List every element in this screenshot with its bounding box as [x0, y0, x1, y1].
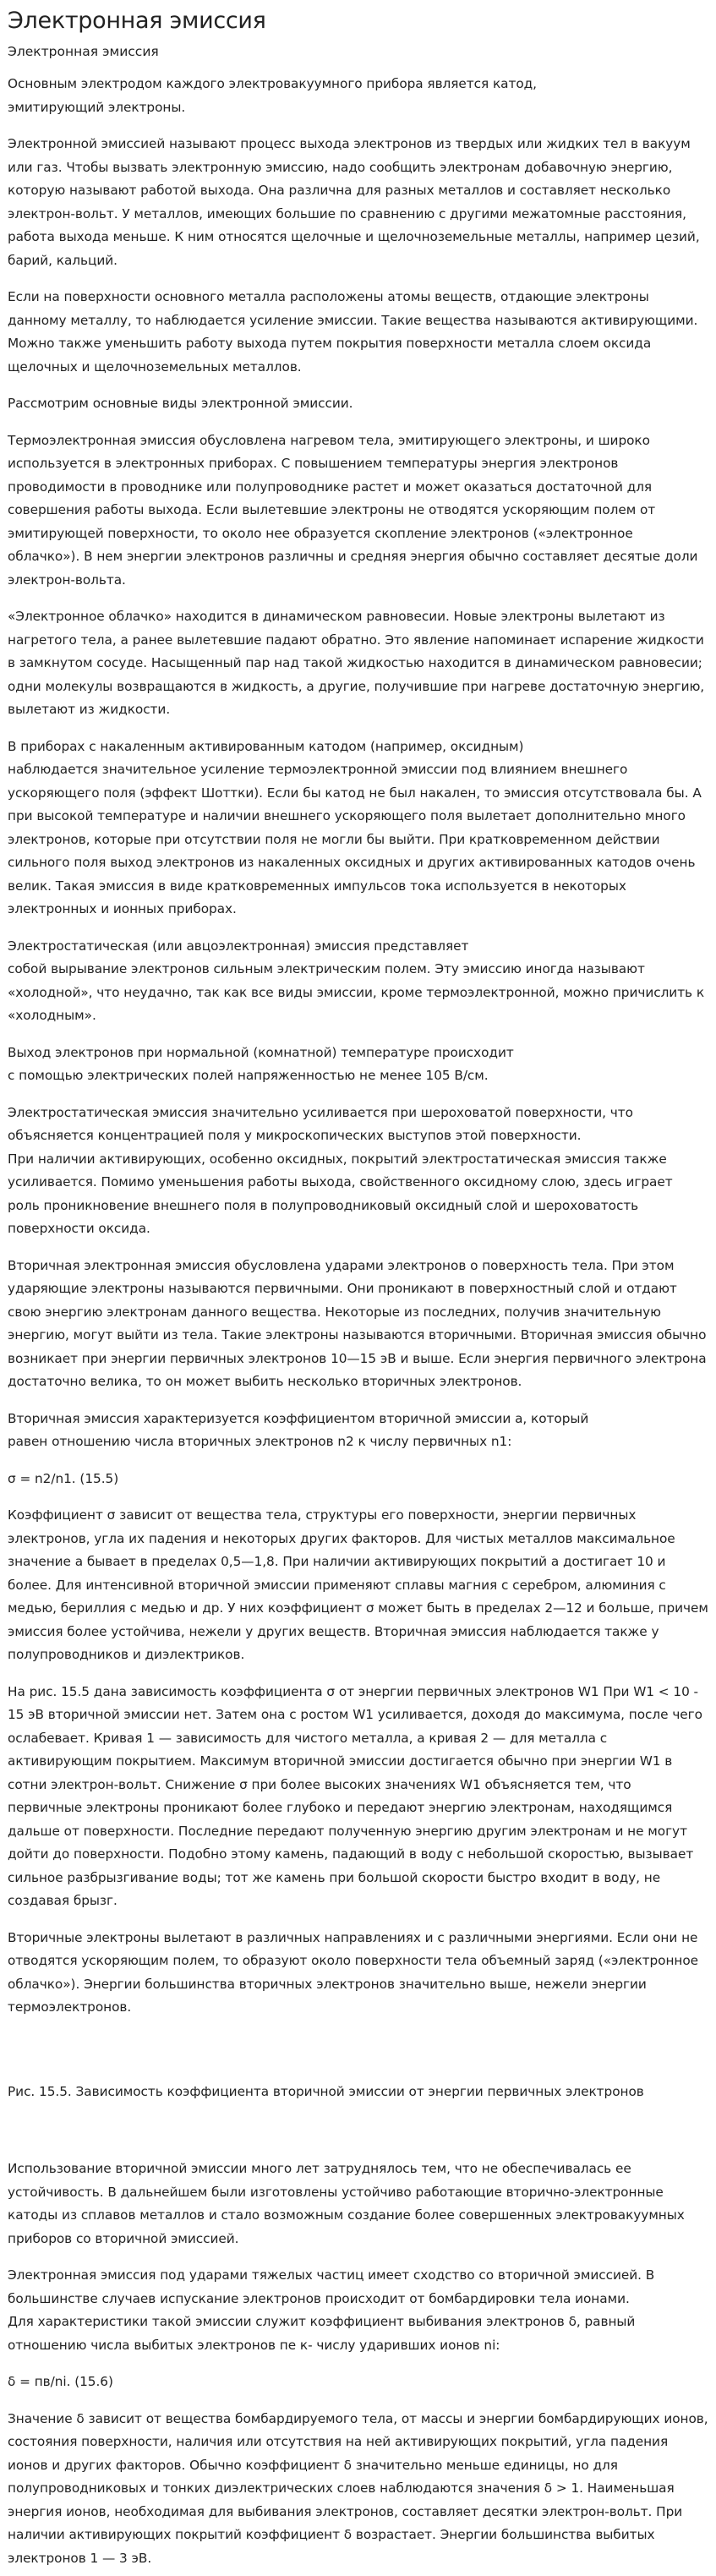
formula-15-5: σ = n2/n1. (15.5) — [8, 1470, 119, 1486]
paragraph-schottky: В приборах с накаленным активированным катодом (например, оксидным) наблюдается значительное усиление термоэлектронной эмиссии под влиянием внешнего ускоряющего поля (эффект Шоттки). Если бы катод не был накален, то эмиссия отсутствовала бы. А при высокой температуре и наличии внешнего ускоряющего поля вылетает дополнительно много электронов, которые при отсутствии поля не могли бы выйти. При кратковременном действии сильного поля выход электронов из накаленных оксидных и других активированных катодов очень велик. Такая эмиссия в виде кратковременных импульсов тока используется в некоторых электронных и ионных приборах. — [8, 738, 702, 916]
article-subtitle: Электронная эмиссия — [8, 44, 159, 59]
paragraph-cathode: Основным электродом каждого электровакуумного прибора является катод, эмитирующий электроны. — [8, 76, 537, 115]
paragraph-figure-description: На рис. 15.5 дана зависимость коэффициента σ от энергии первичных электронов W1 При W1 < 10 - 15 эВ вторичной эмиссии нет. Затем она с ростом W1 усиливается, доходя до максимума, после чего ослабевает. Кривая 1 — зависимость для чистого металла, а кривая 2 — для металла с активирующим покрытием. Максимум вторичной эмиссии достигается обычно при энергии W1 в сотни электрон-вольт. Снижение σ при более высоких значениях W1 объясняется тем, что первичные электроны проникают более глубоко и передают энергию электронам, находящимся дальше от поверхности. Последние передают полученную энергию другим электронам и не могут дойти до поверхности. Подобно этому камень, падающий в воду с небольшой скоростью, вызывает сильное разбрызгивание воды; тот же камень при большой скорости быстро входит в воду, не создавая брызг. — [8, 1683, 702, 1908]
figure-caption: Рис. 15.5. Зависимость коэффициента вторичной эмиссии от энергии первичных электронов — [8, 2083, 644, 2099]
paragraph-delta-factors: Значение δ зависит от вещества бомбардируемого тела, от массы и энергии бомбардирующих ионов, состояния поверхности, наличия или отсутствия на ней активирующих покрытий, угла падения ионов и других факторов. Обычно коэффициент δ значительно меньше единицы, но для полупроводниковых и тонких диэлектрических слоев наблюдаются значения δ > 1. Наименьшая энергия ионов, необходимая для выбивания электронов, составляет десятки электрон-вольт. При наличии активирующих покрытий коэффициент δ возрастает. Энергии большинства выбитых электронов 1 — 3 эВ. — [8, 2410, 708, 2566]
paragraph-roughness: Электростатическая эмиссия значительно усиливается при шероховатой поверхности, что объясняется концентрацией поля у микроскопических выступов этой поверхности. При наличии активирующих, особенно оксидных, покрытий электростатическая эмиссия также усиливается. Помимо уменьшения работы выхода, свойственного оксидному слою, здесь играет роль проникновение внешнего поля в полупроводниковый оксидный слой и шероховатость поверхности оксида. — [8, 1104, 673, 1236]
page-title: Электронная эмиссия — [8, 8, 266, 34]
paragraph-types-intro: Рассмотрим основные виды электронной эмиссии. — [8, 396, 353, 411]
paragraph-activating: Если на поверхности основного металла расположены атомы веществ, отдающие электроны данному металлу, то наблюдается усиление эмиссии. Такие вещества называются активирующими. Можно также уменьшить работу выхода путем покрытия поверхности металла слоем оксида щелочных и щелочноземельных металлов. — [8, 289, 698, 375]
paragraph-field-strength: Выход электронов при нормальной (комнатной) температуре происходит с помощью электрических полей напряженностью не менее 105 В/см. — [8, 1044, 514, 1083]
paragraph-secondary-coefficient: Вторичная эмиссия характеризуется коэффициентом вторичной эмиссии а, который равен отношению числа вторичных электронов n2 к числу первичных n1: — [8, 1410, 589, 1449]
paragraph-usage: Использование вторичной эмиссии много лет затруднялось тем, что не обеспечивалась ее устойчивость. В дальнейшем были изготовлены устойчиво работающие вторично-электронные катоды из сплавов металлов и стало возможным создание более совершенных электровакуумных приборов со вторичной эмиссией. — [8, 2161, 685, 2246]
paragraph-ion-bombardment: Электронная эмиссия под ударами тяжелых частиц имеет сходство со вторичной эмиссией. В большинстве случаев испускание электронов происходит от бомбардировки тела ионами. Для характеристики такой эмиссии служит коэффициент выбивания электронов δ, равный отношению числа выбитых электронов пе к- числу ударивших ионов ni: — [8, 2267, 655, 2353]
formula-15-6: δ = пв/ni. (15.6) — [8, 2374, 113, 2389]
paragraph-field-emission: Электростатическая (или авцоэлектронная) эмиссия представляет собой вырывание электронов сильным электрическим полем. Эту эмиссию иногда называют «холодной», что неудачно, так как все виды эмиссии, кроме термоэлектронной, можно причислить к «холодным». — [8, 938, 705, 1023]
paragraph-secondary-emission: Вторичная электронная эмиссия обусловлена ударами электронов о поверхность тела. При этом ударяющие электроны называются первичными. Они проникают в поверхностный слой и отдают свою энергию электронам данного вещества. Некоторые из последних, получив значительную энергию, могут выйти из тела. Такие электроны называются вторичными. Вторичная эмиссия обычно возникает при энергии первичных электронов 10—15 эВ и выше. Если энергия первичного электрона достаточно велика, то он может выбить несколько вторичных электронов. — [8, 1257, 707, 1389]
paragraph-electron-cloud: «Электронное облачко» находится в динамическом равновесии. Новые электроны вылетают из нагретого тела, а ранее вылетевшие падают обратно. Это явление напоминает испарение жидкости в замкнутом сосуде. Насыщенный пар над такой жидкостью находится в динамическом равновесии; одни молекулы возвращаются в жидкость, а другие, получившие при нагреве достаточную энергию, вылетают из жидкости. — [8, 609, 705, 717]
paragraph-coefficient-factors: Коэффициент σ зависит от вещества тела, структуры его поверхности, энергии первичных электронов, угла их падения и некоторых других факторов. Для чистых металлов максимальное значение а бывает в пределах 0,5—1,8. При наличии активирующих покрытий а достигает 10 и более. Для интенсивной вторичной эмиссии применяют сплавы магния с серебром, алюминия с медью, бериллия с медью и др. У них коэффициент σ может быть в пределах 2—12 и больше, причем эмиссия более устойчива, нежели у других веществ. Вторичная эмиссия наблюдается также у полупроводников и диэлектриков. — [8, 1507, 708, 1662]
paragraph-definition: Электронной эмиссией называют процесс выхода электронов из твердых или жидких тел в вакуум или газ. Чтобы вызвать электронную эмиссию, надо сообщить электронам добавочную энергию, которую называют работой выхода. Она различна для разных металлов и составляет несколько электрон-вольт. У металлов, имеющих большие по сравнению с другими межатомные расстояния, работа выхода меньше. К ним относятся щелочные и щелочноземельные металлы, например цезий, барий, кальций. — [8, 136, 700, 268]
paragraph-secondary-directions: Вторичные электроны вылетают в различных направлениях и с различными энергиями. Если они не отводятся ускоряющим полем, то образуют около поверхности тела объемный заряд («электронное облачко»). Энергии большинства вторичных электронов значительно выше, нежели энергии термоэлектронов. — [8, 1929, 699, 2015]
paragraph-thermionic: Термоэлектронная эмиссия обусловлена нагревом тела, эмитирующего электроны, и широко используется в электронных приборах. С повышением температуры энергия электронов проводимости в проводнике или полупроводнике растет и может оказаться достаточной для совершения работы выхода. Если вылетевшие электроны не отводятся ускоряющим полем от эмитирующей поверхности, то около нее образуется скопление электронов («электронное облачко»). В нем энергии электронов различны и средняя энергия обычно составляет десятые доли электрон-вольта. — [8, 432, 698, 588]
